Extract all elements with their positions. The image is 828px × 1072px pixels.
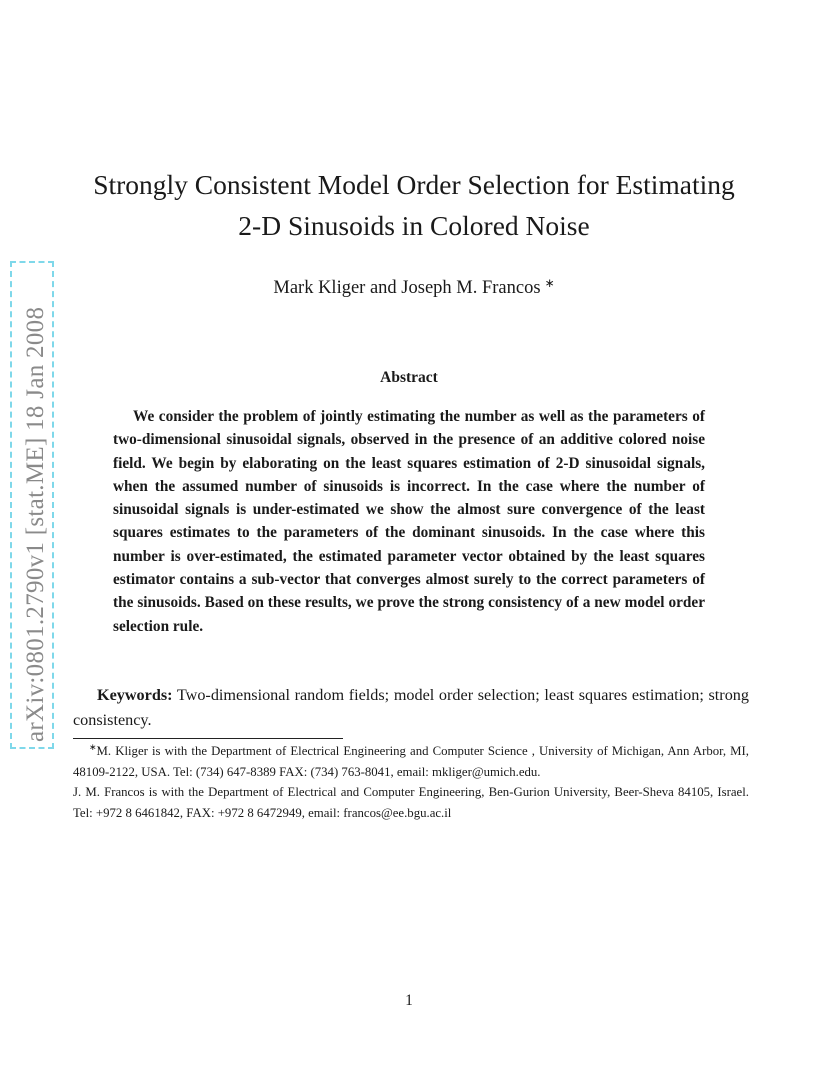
- abstract-body: We consider the problem of jointly estimating the number as well as the parameters of two-dimensional sinusoidal signals, observed in the presence of an additive colored noise field. We begin by elaborating on the least squares estimation of 2-D sinusoidal signals, when the assumed number of sinusoids is incorrect. In the case where the number of sinusoidal signals is under-estimated we show the almost sure convergence of the least squares estimates to the parameters of the dominant sinusoids. In the case where this number is over-estimated, the estimated parameter vector obtained by the least squares estimator contains a sub-vector that converges almost surely to the correct parameters of the sinusoids. Based on these results, we prove the strong consistency of a new model order selection rule.: [113, 408, 705, 635]
- author-names: Mark Kliger and Joseph M. Francos: [273, 278, 541, 298]
- keywords-paragraph: [73, 683, 749, 733]
- footnote-kliger: [73, 737, 749, 782]
- footnote-marker: ∗: [89, 742, 97, 752]
- footnote-kliger-text: M. Kliger is with the Department of Electrical Engineering and Computer Science , University of Michigan, Ann Arbor, MI, 48109-2122, USA. Tel: (734) 647-8389 FAX: (734) 763-8041, email: mkliger@umich.edu.: [73, 744, 749, 779]
- author-footnote-marker[interactable]: ∗: [544, 276, 555, 290]
- paper-title-line-1: Strongly Consistent Model Order Selection for Estimating: [93, 169, 735, 200]
- abstract-heading: Abstract: [380, 369, 438, 386]
- arxiv-identifier[interactable]: arXiv:0801.2790v1 [stat.ME] 18 Jan 2008: [22, 306, 49, 742]
- keywords-text: Two-dimensional random fields; model order selection; least squares estimation; strong consistency.: [73, 686, 749, 729]
- page-number: 1: [405, 992, 413, 1009]
- paper-title-line-2: 2-D Sinusoids in Colored Noise: [238, 210, 590, 241]
- keywords-label: Keywords:: [97, 686, 173, 704]
- paper-title: [60, 164, 768, 246]
- author-list: [60, 276, 768, 299]
- footnote-francos: J. M. Francos is with the Department of Electrical and Computer Engineering, Ben-Gurion University, Beer-Sheva 84105, Israel. Tel: +972 8 6461842, FAX: +972 8 6472949, email: francos@ee.bgu.ac.il: [73, 785, 749, 820]
- footnotes: [73, 737, 749, 823]
